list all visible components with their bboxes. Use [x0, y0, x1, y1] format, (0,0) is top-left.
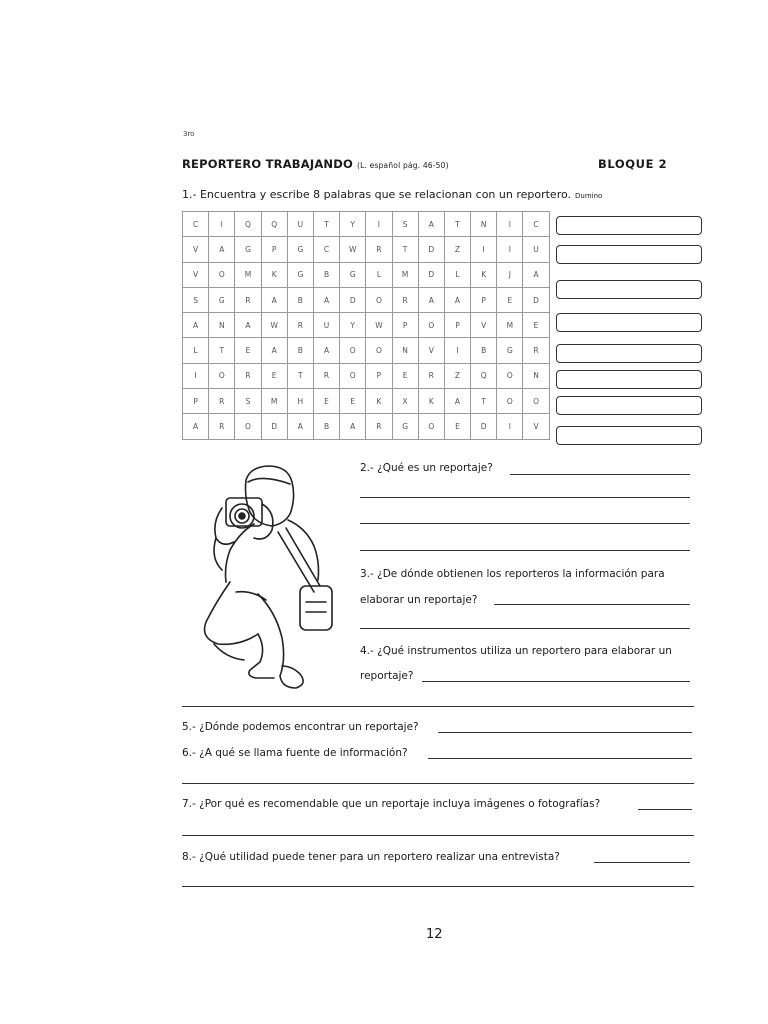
answer-box-5[interactable] [556, 344, 702, 363]
grid-cell[interactable]: A [183, 313, 209, 338]
grid-cell[interactable]: V [183, 237, 209, 262]
answer-line[interactable] [182, 783, 694, 784]
answer-line[interactable] [182, 835, 694, 836]
grid-cell[interactable]: Q [261, 212, 287, 237]
answer-line[interactable] [360, 523, 690, 524]
grid-cell[interactable]: M [497, 313, 523, 338]
word-search-grid [182, 211, 550, 440]
grid-cell[interactable]: D [418, 262, 444, 287]
grid-cell[interactable]: P [366, 363, 392, 388]
grid-cell[interactable]: T [444, 212, 470, 237]
grid-cell[interactable]: Z [444, 363, 470, 388]
grid-cell[interactable]: G [340, 262, 366, 287]
grid-cell[interactable]: R [209, 414, 235, 439]
grid-cell[interactable]: H [287, 389, 313, 414]
grid-cell[interactable]: A [287, 414, 313, 439]
title-text: REPORTERO TRABAJANDO [182, 157, 353, 171]
grid-cell[interactable]: S [392, 212, 418, 237]
grid-cell[interactable]: T [287, 363, 313, 388]
grid-cell[interactable]: L [183, 338, 209, 363]
grid-cell[interactable]: O [523, 389, 549, 414]
grid-cell[interactable]: L [366, 262, 392, 287]
grid-cell[interactable]: K [471, 262, 497, 287]
answer-box-4[interactable] [556, 313, 702, 332]
grid-cell[interactable]: M [392, 262, 418, 287]
grid-cell[interactable]: E [444, 414, 470, 439]
block-label: BLOQUE 2 [598, 157, 668, 171]
answer-line[interactable] [360, 497, 690, 498]
answer-line[interactable] [594, 862, 690, 863]
answer-line[interactable] [638, 809, 692, 810]
grid-cell[interactable]: Y [340, 313, 366, 338]
grid-cell[interactable]: D [418, 237, 444, 262]
grid-cell[interactable]: E [497, 287, 523, 312]
answer-box-8[interactable] [556, 426, 702, 445]
grid-cell[interactable]: B [313, 414, 339, 439]
grid-cell[interactable]: I [497, 237, 523, 262]
grid-cell[interactable]: I [183, 363, 209, 388]
worksheet-title [182, 157, 449, 171]
grid-cell[interactable]: U [287, 212, 313, 237]
grid-cell[interactable]: E [340, 389, 366, 414]
grid-row [183, 313, 550, 338]
grid-cell[interactable]: R [287, 313, 313, 338]
grid-cell[interactable]: V [418, 338, 444, 363]
grid-cell[interactable]: S [235, 389, 261, 414]
grid-cell[interactable]: I [444, 338, 470, 363]
grid-cell[interactable]: T [392, 237, 418, 262]
grid-cell[interactable]: I [471, 237, 497, 262]
photographer-illustration [196, 462, 346, 694]
grid-cell[interactable]: I [497, 414, 523, 439]
grid-cell[interactable]: O [497, 389, 523, 414]
grid-cell[interactable]: O [497, 363, 523, 388]
answer-line[interactable] [510, 474, 690, 475]
grid-cell[interactable]: Y [340, 212, 366, 237]
grid-cell[interactable]: P [183, 389, 209, 414]
grid-cell[interactable]: R [523, 338, 549, 363]
question-4-line-1: 4.- ¿Qué instrumentos utiliza un reportero para elaborar un [360, 645, 672, 657]
grid-cell[interactable]: C [523, 212, 549, 237]
grid-cell[interactable]: I [209, 212, 235, 237]
grid-cell[interactable]: P [261, 237, 287, 262]
grid-cell[interactable]: G [392, 414, 418, 439]
grid-cell[interactable]: T [313, 212, 339, 237]
grid-cell[interactable]: R [209, 389, 235, 414]
grid-cell[interactable]: B [471, 338, 497, 363]
grid-cell[interactable]: Q [471, 363, 497, 388]
grid-cell[interactable]: V [183, 262, 209, 287]
grid-cell[interactable]: B [287, 287, 313, 312]
grid-cell[interactable]: M [235, 262, 261, 287]
answer-box-3[interactable] [556, 280, 702, 299]
page-number: 12 [426, 927, 443, 942]
grid-cell[interactable]: G [287, 262, 313, 287]
grid-cell[interactable]: G [287, 237, 313, 262]
grade-label: 3ro [183, 130, 195, 138]
grid-cell[interactable]: A [444, 287, 470, 312]
question-3-line-2: elaborar un reportaje? [360, 594, 478, 606]
grid-cell[interactable]: W [366, 313, 392, 338]
grid-cell[interactable]: N [392, 338, 418, 363]
grid-cell[interactable]: D [471, 414, 497, 439]
answer-line[interactable] [360, 628, 690, 629]
grid-cell[interactable]: C [183, 212, 209, 237]
grid-cell[interactable]: Q [235, 212, 261, 237]
answer-box-6[interactable] [556, 370, 702, 389]
grid-cell[interactable]: N [471, 212, 497, 237]
grid-cell[interactable]: E [313, 389, 339, 414]
grid-cell[interactable]: O [235, 414, 261, 439]
grid-cell[interactable]: V [523, 414, 549, 439]
grid-cell[interactable]: A [418, 212, 444, 237]
question-3-line-1: 3.- ¿De dónde obtienen los reporteros la información para [360, 568, 665, 580]
grid-cell[interactable]: S [183, 287, 209, 312]
grid-cell[interactable]: G [209, 287, 235, 312]
grid-cell[interactable]: A [313, 287, 339, 312]
grid-cell[interactable]: P [471, 287, 497, 312]
answer-box-1[interactable] [556, 216, 702, 235]
grid-cell[interactable]: R [392, 287, 418, 312]
grid-cell[interactable]: R [235, 363, 261, 388]
grid-cell[interactable]: G [235, 237, 261, 262]
textbook-reference: (L. español pág. 46-50) [356, 161, 449, 170]
grid-cell[interactable]: K [418, 389, 444, 414]
grid-cell[interactable]: N [209, 313, 235, 338]
grid-cell[interactable]: N [523, 363, 549, 388]
grid-cell[interactable]: R [235, 287, 261, 312]
grid-cell[interactable]: D [261, 414, 287, 439]
grid-cell[interactable]: I [366, 212, 392, 237]
answer-line[interactable] [422, 681, 690, 682]
grid-cell[interactable]: M [261, 389, 287, 414]
grid-cell[interactable]: O [209, 363, 235, 388]
grid-cell[interactable]: E [261, 363, 287, 388]
question-1 [182, 188, 602, 201]
grid-cell[interactable]: G [497, 338, 523, 363]
grid-cell[interactable]: W [261, 313, 287, 338]
answer-line[interactable] [438, 732, 692, 733]
grid-cell[interactable]: R [366, 414, 392, 439]
grid-row [183, 338, 550, 363]
answer-line[interactable] [428, 758, 692, 759]
grid-cell[interactable]: K [366, 389, 392, 414]
grid-cell[interactable]: D [340, 287, 366, 312]
grid-row [183, 414, 550, 439]
grid-cell[interactable]: J [497, 262, 523, 287]
grid-cell[interactable]: A [183, 414, 209, 439]
answer-box-2[interactable] [556, 245, 702, 264]
grid-cell[interactable]: I [497, 212, 523, 237]
grid-cell[interactable]: X [392, 389, 418, 414]
grid-cell[interactable]: O [418, 414, 444, 439]
answer-line[interactable] [494, 604, 690, 605]
question-8: 8.- ¿Qué utilidad puede tener para un reportero realizar una entrevista? [182, 851, 560, 863]
grid-row [183, 363, 550, 388]
grid-cell[interactable]: T [471, 389, 497, 414]
question-2: 2.- ¿Qué es un reportaje? [360, 462, 493, 474]
grid-cell[interactable]: B [287, 338, 313, 363]
grid-cell[interactable]: A [444, 389, 470, 414]
grid-row [183, 237, 550, 262]
grid-cell[interactable]: A [261, 338, 287, 363]
grid-cell[interactable]: U [313, 313, 339, 338]
grid-cell[interactable]: O [340, 338, 366, 363]
question-7: 7.- ¿Por qué es recomendable que un reportaje incluya imágenes o fotografías? [182, 798, 601, 810]
question-5: 5.- ¿Dónde podemos encontrar un reportaje? [182, 721, 419, 733]
grid-row [183, 262, 550, 287]
answer-line[interactable] [360, 550, 690, 551]
question-6: 6.- ¿A qué se llama fuente de información? [182, 747, 408, 759]
grid-cell[interactable]: L [444, 262, 470, 287]
grid-cell[interactable]: A [235, 313, 261, 338]
answer-box-7[interactable] [556, 396, 702, 415]
grid-cell[interactable]: A [209, 237, 235, 262]
grid-cell[interactable]: Z [444, 237, 470, 262]
grid-cell[interactable]: O [366, 338, 392, 363]
question-1-note: Dumino [575, 192, 603, 200]
grid-cell[interactable]: A [523, 262, 549, 287]
grid-cell[interactable]: V [471, 313, 497, 338]
grid-cell[interactable]: D [523, 287, 549, 312]
grid-cell[interactable]: R [418, 363, 444, 388]
grid-cell[interactable]: C [313, 237, 339, 262]
question-1-text: 1.- Encuentra y escribe 8 palabras que se relacionan con un reportero. [182, 188, 572, 201]
grid-cell[interactable]: E [392, 363, 418, 388]
grid-cell[interactable]: A [313, 338, 339, 363]
grid-cell[interactable]: R [313, 363, 339, 388]
grid-cell[interactable]: T [209, 338, 235, 363]
grid-cell[interactable]: E [235, 338, 261, 363]
grid-cell[interactable]: U [523, 237, 549, 262]
grid-cell[interactable]: O [209, 262, 235, 287]
question-4-line-2: reportaje? [360, 670, 414, 682]
grid-cell[interactable]: B [313, 262, 339, 287]
grid-cell[interactable]: O [340, 363, 366, 388]
answer-line[interactable] [182, 886, 694, 887]
grid-cell[interactable]: A [418, 287, 444, 312]
grid-cell[interactable]: K [261, 262, 287, 287]
grid-cell[interactable]: W [340, 237, 366, 262]
grid-cell[interactable]: P [444, 313, 470, 338]
grid-row [183, 212, 550, 237]
answer-line[interactable] [182, 706, 694, 707]
grid-cell[interactable]: R [366, 237, 392, 262]
grid-cell[interactable]: A [261, 287, 287, 312]
grid-cell[interactable]: O [418, 313, 444, 338]
grid-row [183, 389, 550, 414]
grid-row [183, 287, 550, 312]
grid-cell[interactable]: A [340, 414, 366, 439]
grid-cell[interactable]: O [366, 287, 392, 312]
grid-cell[interactable]: E [523, 313, 549, 338]
grid-cell[interactable]: P [392, 313, 418, 338]
